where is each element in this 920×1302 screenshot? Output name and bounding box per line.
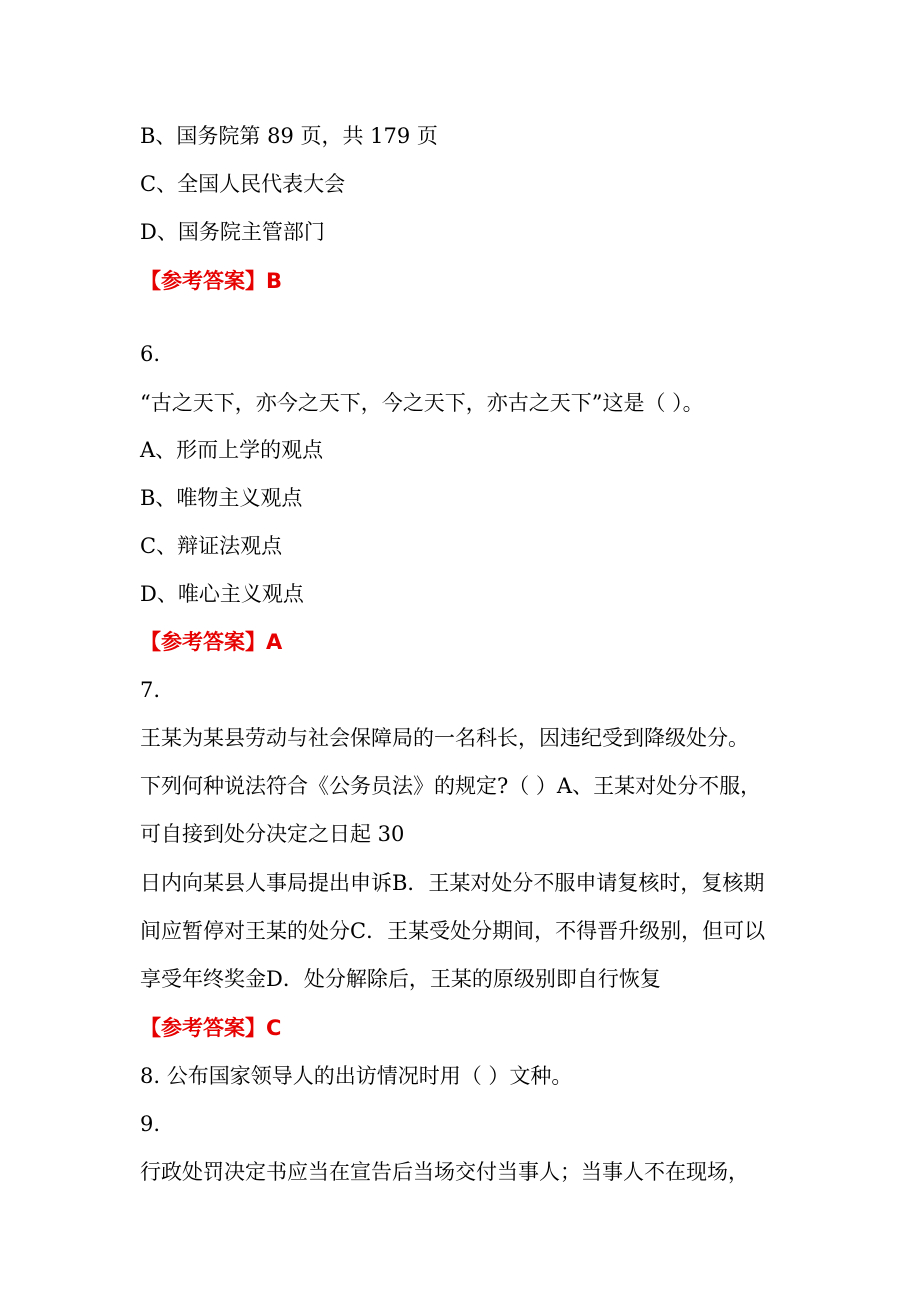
question-number-9: 9. [140, 1112, 161, 1136]
option-a-q6: A、形而上学的观点 [140, 438, 324, 462]
option-d-q5: D、国务院主管部门 [140, 220, 325, 244]
question-7-line-2: 下列何种说法符合《公务员法》的规定?（ ）A、王某对处分不服， [140, 774, 762, 798]
question-7-line-5: 间应暂停对王某的处分C．王某受处分期间，不得晋升级别，但可以 [140, 919, 766, 943]
question-9-line-1: 行政处罚决定书应当在宣告后当场交付当事人；当事人不在现场， [140, 1160, 749, 1184]
question-7-line-4: 日内向某县人事局提出申诉B．王某对处分不服申请复核时，复核期 [140, 871, 765, 895]
option-b-q5: B、国务院第 89 页，共 179 页 [140, 124, 438, 148]
option-d-q6: D、唯心主义观点 [140, 582, 304, 606]
option-c-q6: C、辩证法观点 [140, 534, 283, 558]
answer-q7: 【参考答案】C [140, 1016, 282, 1040]
question-7-line-3: 可自接到处分决定之日起 30 [140, 822, 405, 846]
answer-q6: 【参考答案】A [140, 630, 283, 654]
question-6-text: “古之天下，亦今之天下，今之天下，亦古之天下”这是（ ）。 [140, 391, 704, 415]
answer-q5: 【参考答案】B [140, 269, 283, 293]
question-7-line-6: 享受年终奖金D．处分解除后，王某的原级别即自行恢复 [140, 967, 661, 991]
question-8-text: 8. 公布国家领导人的出访情况时用（ ）文种。 [140, 1064, 573, 1088]
question-7-line-1: 王某为某县劳动与社会保障局的一名科长，因违纪受到降级处分。 [140, 726, 749, 750]
option-c-q5: C、全国人民代表大会 [140, 172, 346, 196]
option-b-q6: B、唯物主义观点 [140, 486, 303, 510]
question-number-7: 7. [140, 678, 161, 702]
question-number-6: 6. [140, 342, 161, 366]
